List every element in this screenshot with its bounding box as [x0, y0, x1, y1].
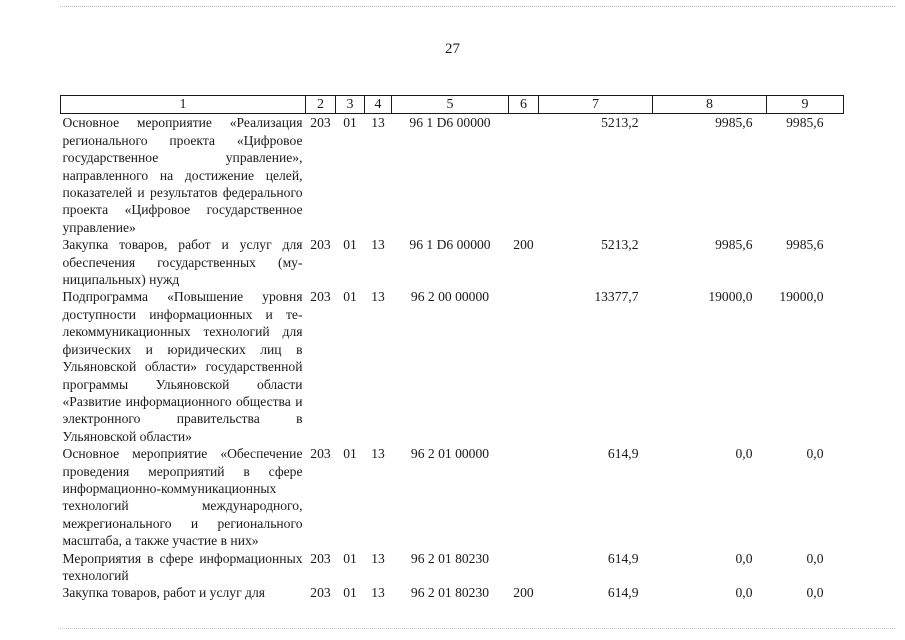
table-row — [61, 288, 844, 445]
row-col-8: 0,0 — [735, 446, 753, 462]
row-col-3: 01 — [343, 237, 357, 253]
row-col-8: 0,0 — [735, 550, 753, 566]
row-col-8: 19000,0 — [708, 289, 753, 305]
row-col-9: 0,0 — [806, 550, 824, 566]
row-col-7: 614,9 — [607, 550, 639, 566]
row-col-2: 203 — [310, 446, 331, 462]
row-col-7: 614,9 — [607, 585, 639, 601]
row-col-2: 203 — [310, 550, 331, 566]
table-row — [61, 445, 844, 549]
table-row — [61, 550, 844, 585]
row-col-5: 96 2 01 80230 — [410, 550, 490, 566]
header-col-5: 5 — [392, 96, 509, 114]
row-col-4: 13 — [371, 289, 385, 305]
scan-edge-top — [60, 6, 895, 9]
row-col-3: 01 — [343, 289, 357, 305]
header-col-8: 8 — [653, 96, 767, 114]
row-col-4: 13 — [371, 237, 385, 253]
table-row — [61, 584, 844, 606]
row-col-5: 96 1 D6 00000 — [409, 237, 491, 253]
row-col-4: 13 — [371, 550, 385, 566]
table-row — [61, 114, 844, 236]
row-col-3: 01 — [343, 115, 357, 131]
header-col-1: 1 — [61, 96, 306, 114]
row-col-6 — [509, 288, 539, 445]
row-col-9: 9985,6 — [786, 237, 824, 253]
row-name: Основное мероприятие «Реализация регионального проекта «Цифровое государственное управление», направленного на достижение целей, показателей и результатов федерального проекта «Цифровое государственное управление» — [62, 115, 303, 235]
header-col-4: 4 — [365, 96, 392, 114]
row-col-8: 9985,6 — [715, 237, 753, 253]
row-col-5: 96 2 00 00000 — [410, 289, 490, 305]
row-name: Подпрограмма «Повышение уровня доступности информационных и телекоммуникационных технологий для физических и юридических лиц в Ульяновской области» государственной программы Ульяновской области «Развитие информационного общества и электронного правительства в Ульяновской области» — [62, 289, 303, 444]
row-name: Основное мероприятие «Обеспечение проведения мероприятий в сфере информационно-коммуникационных технологий международного, межрегионального и регионального масштаба, а также участие в них» — [62, 446, 303, 549]
row-col-6 — [509, 445, 539, 549]
row-name: Закупка товаров, работ и услуг для — [62, 585, 266, 601]
row-col-3: 01 — [343, 446, 357, 462]
row-col-7: 5213,2 — [601, 237, 639, 253]
header-row — [61, 96, 844, 114]
row-col-9: 0,0 — [806, 585, 824, 601]
scan-edge-bottom — [60, 628, 895, 631]
row-name: Закупка товаров, работ и услуг для обеспечения государственных (муниципальных) нужд — [62, 237, 303, 288]
row-col-4: 13 — [371, 446, 385, 462]
header-col-3: 3 — [336, 96, 365, 114]
row-col-5: 96 2 01 80230 — [410, 585, 490, 601]
table-row — [61, 236, 844, 288]
header-col-2: 2 — [306, 96, 336, 114]
header-col-9: 9 — [767, 96, 844, 114]
row-col-7: 13377,7 — [594, 289, 639, 305]
row-col-2: 203 — [310, 289, 331, 305]
row-col-4: 13 — [371, 115, 385, 131]
row-col-4: 13 — [371, 585, 385, 601]
header-col-7: 7 — [539, 96, 653, 114]
row-col-7: 614,9 — [607, 446, 639, 462]
row-col-2: 203 — [310, 585, 331, 601]
row-col-8: 9985,6 — [715, 115, 753, 131]
row-col-2: 203 — [310, 115, 331, 131]
row-col-7: 5213,2 — [601, 115, 639, 131]
budget-table — [60, 95, 844, 606]
row-col-5: 96 2 01 00000 — [410, 446, 490, 462]
row-col-6: 200 — [513, 585, 534, 601]
row-col-9: 19000,0 — [779, 289, 824, 305]
row-col-2: 203 — [310, 237, 331, 253]
row-col-9: 9985,6 — [786, 115, 824, 131]
row-col-9: 0,0 — [806, 446, 824, 462]
row-col-6: 200 — [513, 237, 534, 253]
row-col-3: 01 — [343, 550, 357, 566]
row-name: Мероприятия в сфере информационных технологий — [62, 550, 303, 583]
page-number: 27 — [445, 41, 460, 57]
row-col-5: 96 1 D6 00000 — [409, 115, 491, 131]
header-col-6: 6 — [509, 96, 539, 114]
row-col-6 — [509, 114, 539, 236]
row-col-8: 0,0 — [735, 585, 753, 601]
row-col-6 — [509, 550, 539, 585]
row-col-3: 01 — [343, 585, 357, 601]
